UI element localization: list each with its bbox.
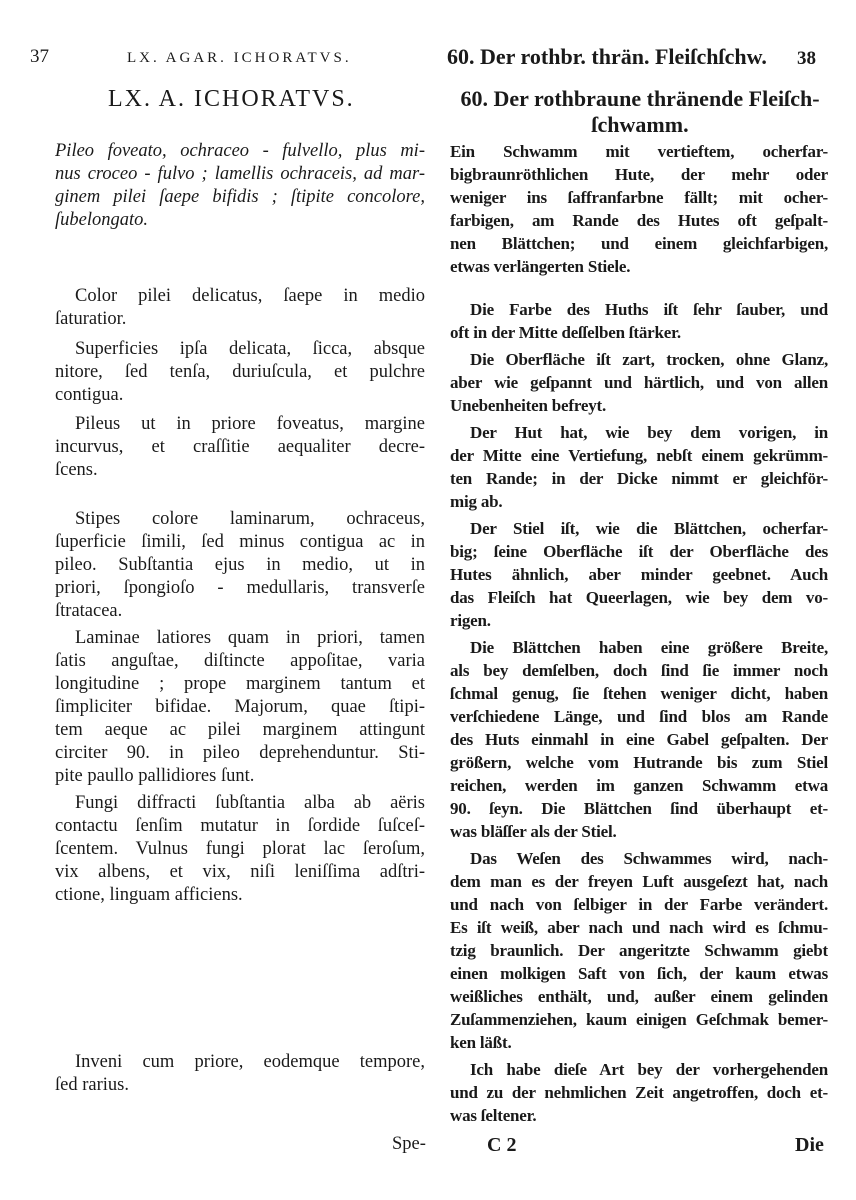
text-line: ſimpliciter bifidae. Majorum, quae ſtipi- [55, 697, 425, 717]
text-line: ſchmal genug, ſie ſtehen weniger dicht, haben [450, 684, 828, 703]
text-line: Pileo foveato, ochraceo - fulvello, plus mi- [55, 141, 425, 161]
right-section-title [450, 86, 830, 138]
text-line: ſuperficie ſimili, ſed minus contigua ac in [55, 532, 425, 552]
paragraph [55, 627, 425, 788]
text-line: vix albens, et vix, niſi leniſſima adſtri- [55, 862, 425, 882]
text-line: longitudine ; prope marginem tantum et [55, 674, 425, 694]
text-line: Laminae latiores quam in priori, tamen [75, 628, 425, 648]
text-line: Color pilei delicatus, ſaepe in medio [75, 286, 425, 306]
text-line: ſcentem. Vulnus fungi plorat lac ſeroſum, [55, 839, 425, 859]
paragraph [55, 413, 425, 482]
text-line: ſcens. [55, 460, 98, 480]
text-line: weniger ins ſaffranfarbne fällt; mit ocher- [450, 188, 828, 207]
text-line: der Mitte eine Vertiefung, nebſt einem gekrümm- [450, 446, 828, 465]
text-line: weißliches enthält, und, außer einem gelinden [450, 987, 828, 1006]
paragraph [55, 285, 425, 331]
text-line: und nach von ſelbiger in der Farbe verändert. [450, 895, 828, 914]
paragraph [450, 1058, 828, 1127]
text-line: priori, ſpongioſo - medullaris, transverſe [55, 578, 425, 598]
text-line: ctione, linguam afficiens. [55, 885, 243, 905]
text-line: ſubelongato. [55, 210, 149, 230]
text-line: incurvus, et craſſitie aequaliter decre- [55, 437, 425, 457]
paragraph [450, 140, 828, 278]
text-line: als bey demſelben, doch ſind ſie immer noch [450, 661, 828, 680]
text-line: Der Stiel iſt, wie die Blättchen, ocherfar- [470, 519, 828, 538]
text-line: bigbraunröthlichen Hute, der mehr oder [450, 165, 828, 184]
text-line: ginem pilei ſaepe bifidis ; ſtipite concolore, [55, 187, 425, 207]
text-line: reichen, werden im ganzen Schwamm etwa [450, 776, 828, 795]
paragraph [450, 636, 828, 843]
text-line: des Huts einmahl in eine Gabel geſpalten. Der [450, 730, 828, 749]
text-line: Die Blättchen haben eine größere Breite, [470, 638, 828, 657]
text-line: Pileus ut in priore foveatus, margine [75, 414, 425, 434]
text-line: ſatis anguſtae, diſtincte appoſitae, varia [55, 651, 425, 671]
text-line: Ich habe dieſe Art bey der vorhergehenden [470, 1060, 828, 1079]
paragraph [55, 1051, 425, 1097]
right-running-head: 60. Der rothbr. thrän. Fleiſchſchw. [447, 44, 767, 69]
paragraph [450, 517, 828, 632]
text-line: etwas verlängerten Stiele. [450, 257, 631, 276]
text-line: Die Oberfläche iſt zart, trocken, ohne Glanz, [470, 350, 828, 369]
text-line: Zuſammenziehen, kaum einigen Geſchmak bemer- [450, 1010, 828, 1029]
paragraph [450, 847, 828, 1054]
paragraph [55, 508, 425, 623]
text-line: was bläſſer als der Stiel. [450, 822, 617, 841]
text-line: big; ſeine Oberfläche iſt der Oberfläche des [450, 542, 828, 561]
text-line: ten Rande; in der Dicke nimmt er gleichför- [450, 469, 828, 488]
paragraph [55, 792, 425, 907]
text-line: größern, welche vom Hutrande bis zum Stiel [450, 753, 828, 772]
text-line: contactu ſenſim mutatur in ſordide ſuſceſ- [55, 816, 425, 836]
text-line: contigua. [55, 385, 124, 405]
text-line: Inveni cum priore, eodemque tempore, [75, 1052, 425, 1072]
right-page-number: 38 [797, 48, 816, 69]
text-line: ſaturatior. [55, 309, 127, 329]
text-line: Hutes ähnlich, aber minder geebnet. Auch [450, 565, 828, 584]
text-line: tem aeque ac pilei marginem attingunt [55, 720, 425, 740]
paragraph [55, 140, 425, 232]
text-line: dem man es der freyen Luft ausgeſezt hat, nach [450, 872, 828, 891]
text-line: circiter 90. in pileo deprehenduntur. Sti- [55, 743, 425, 763]
text-line: tzig braunlich. Der angeritzte Schwamm giebt [450, 941, 828, 960]
text-line: Der Hut hat, wie bey dem vorigen, in [470, 423, 828, 442]
paragraph [450, 421, 828, 513]
text-line: ſed rarius. [55, 1075, 129, 1095]
left-section-title: LX. A. ICHORATVS. [108, 86, 355, 112]
right-catchword: Die [795, 1134, 824, 1156]
text-line: Das Weſen des Schwammes wird, nach- [470, 849, 828, 868]
text-line: Unebenheiten befreyt. [450, 396, 607, 415]
text-line: 90. ſeyn. Die Blättchen ſind überhaupt et- [450, 799, 828, 818]
text-line: farbigen, am Rande des Hutes oft geſpalt- [450, 211, 828, 230]
text-line: rigen. [450, 611, 491, 630]
text-line: Stipes colore laminarum, ochraceus, [75, 509, 425, 529]
text-line: und zu der nehmlichen Zeit angetroffen, doch et- [450, 1083, 828, 1102]
paragraph [450, 298, 828, 344]
left-page-number: 37 [30, 46, 49, 67]
paragraph [450, 348, 828, 417]
text-line: Fungi diffracti ſubſtantia alba ab aëris [75, 793, 425, 813]
text-line: nus croceo - fulvo ; lamellis ochraceis, ad mar- [55, 164, 425, 184]
left-running-head: LX. AGAR. ICHORATVS. [127, 50, 352, 66]
text-line: ſtratacea. [55, 601, 123, 621]
paragraph [55, 338, 425, 407]
right-title-line: ſchwamm. [591, 112, 689, 137]
text-line: pileo. Subſtantia ejus in medio, ut in [55, 555, 425, 575]
text-line: Superficies ipſa delicata, ſicca, absque [75, 339, 425, 359]
text-line: Die Farbe des Huths iſt ſehr ſauber, und [470, 300, 828, 319]
text-line: das Fleiſch hat Queerlagen, wie bey dem vo- [450, 588, 828, 607]
text-line: mig ab. [450, 492, 503, 511]
text-line: oft in der Mitte deſſelben ſtärker. [450, 323, 681, 342]
right-title-line: 60. Der rothbraune thränende Fleiſch- [460, 86, 820, 111]
text-line: was ſeltener. [450, 1106, 537, 1125]
signature-mark: C 2 [487, 1134, 517, 1156]
text-line: Es iſt weiß, aber nach und nach wird es ſchmu- [450, 918, 828, 937]
text-line: nen Blättchen; und einem gleichfarbigen, [450, 234, 828, 253]
text-line: Ein Schwamm mit vertieftem, ocherfar- [450, 142, 828, 161]
text-line: einen molkigen Saft von ſich, der kaum etwas [450, 964, 828, 983]
text-line: nitore, ſed tenſa, duriuſcula, et pulchre [55, 362, 425, 382]
left-catchword: Spe- [392, 1134, 426, 1154]
text-line: ken läßt. [450, 1033, 512, 1052]
text-line: aber wie geſpannt und härtlich, und von allen [450, 373, 828, 392]
text-line: verſchiedene Länge, und ſind blos am Rande [450, 707, 828, 726]
text-line: pite paullo pallidiores ſunt. [55, 766, 255, 786]
